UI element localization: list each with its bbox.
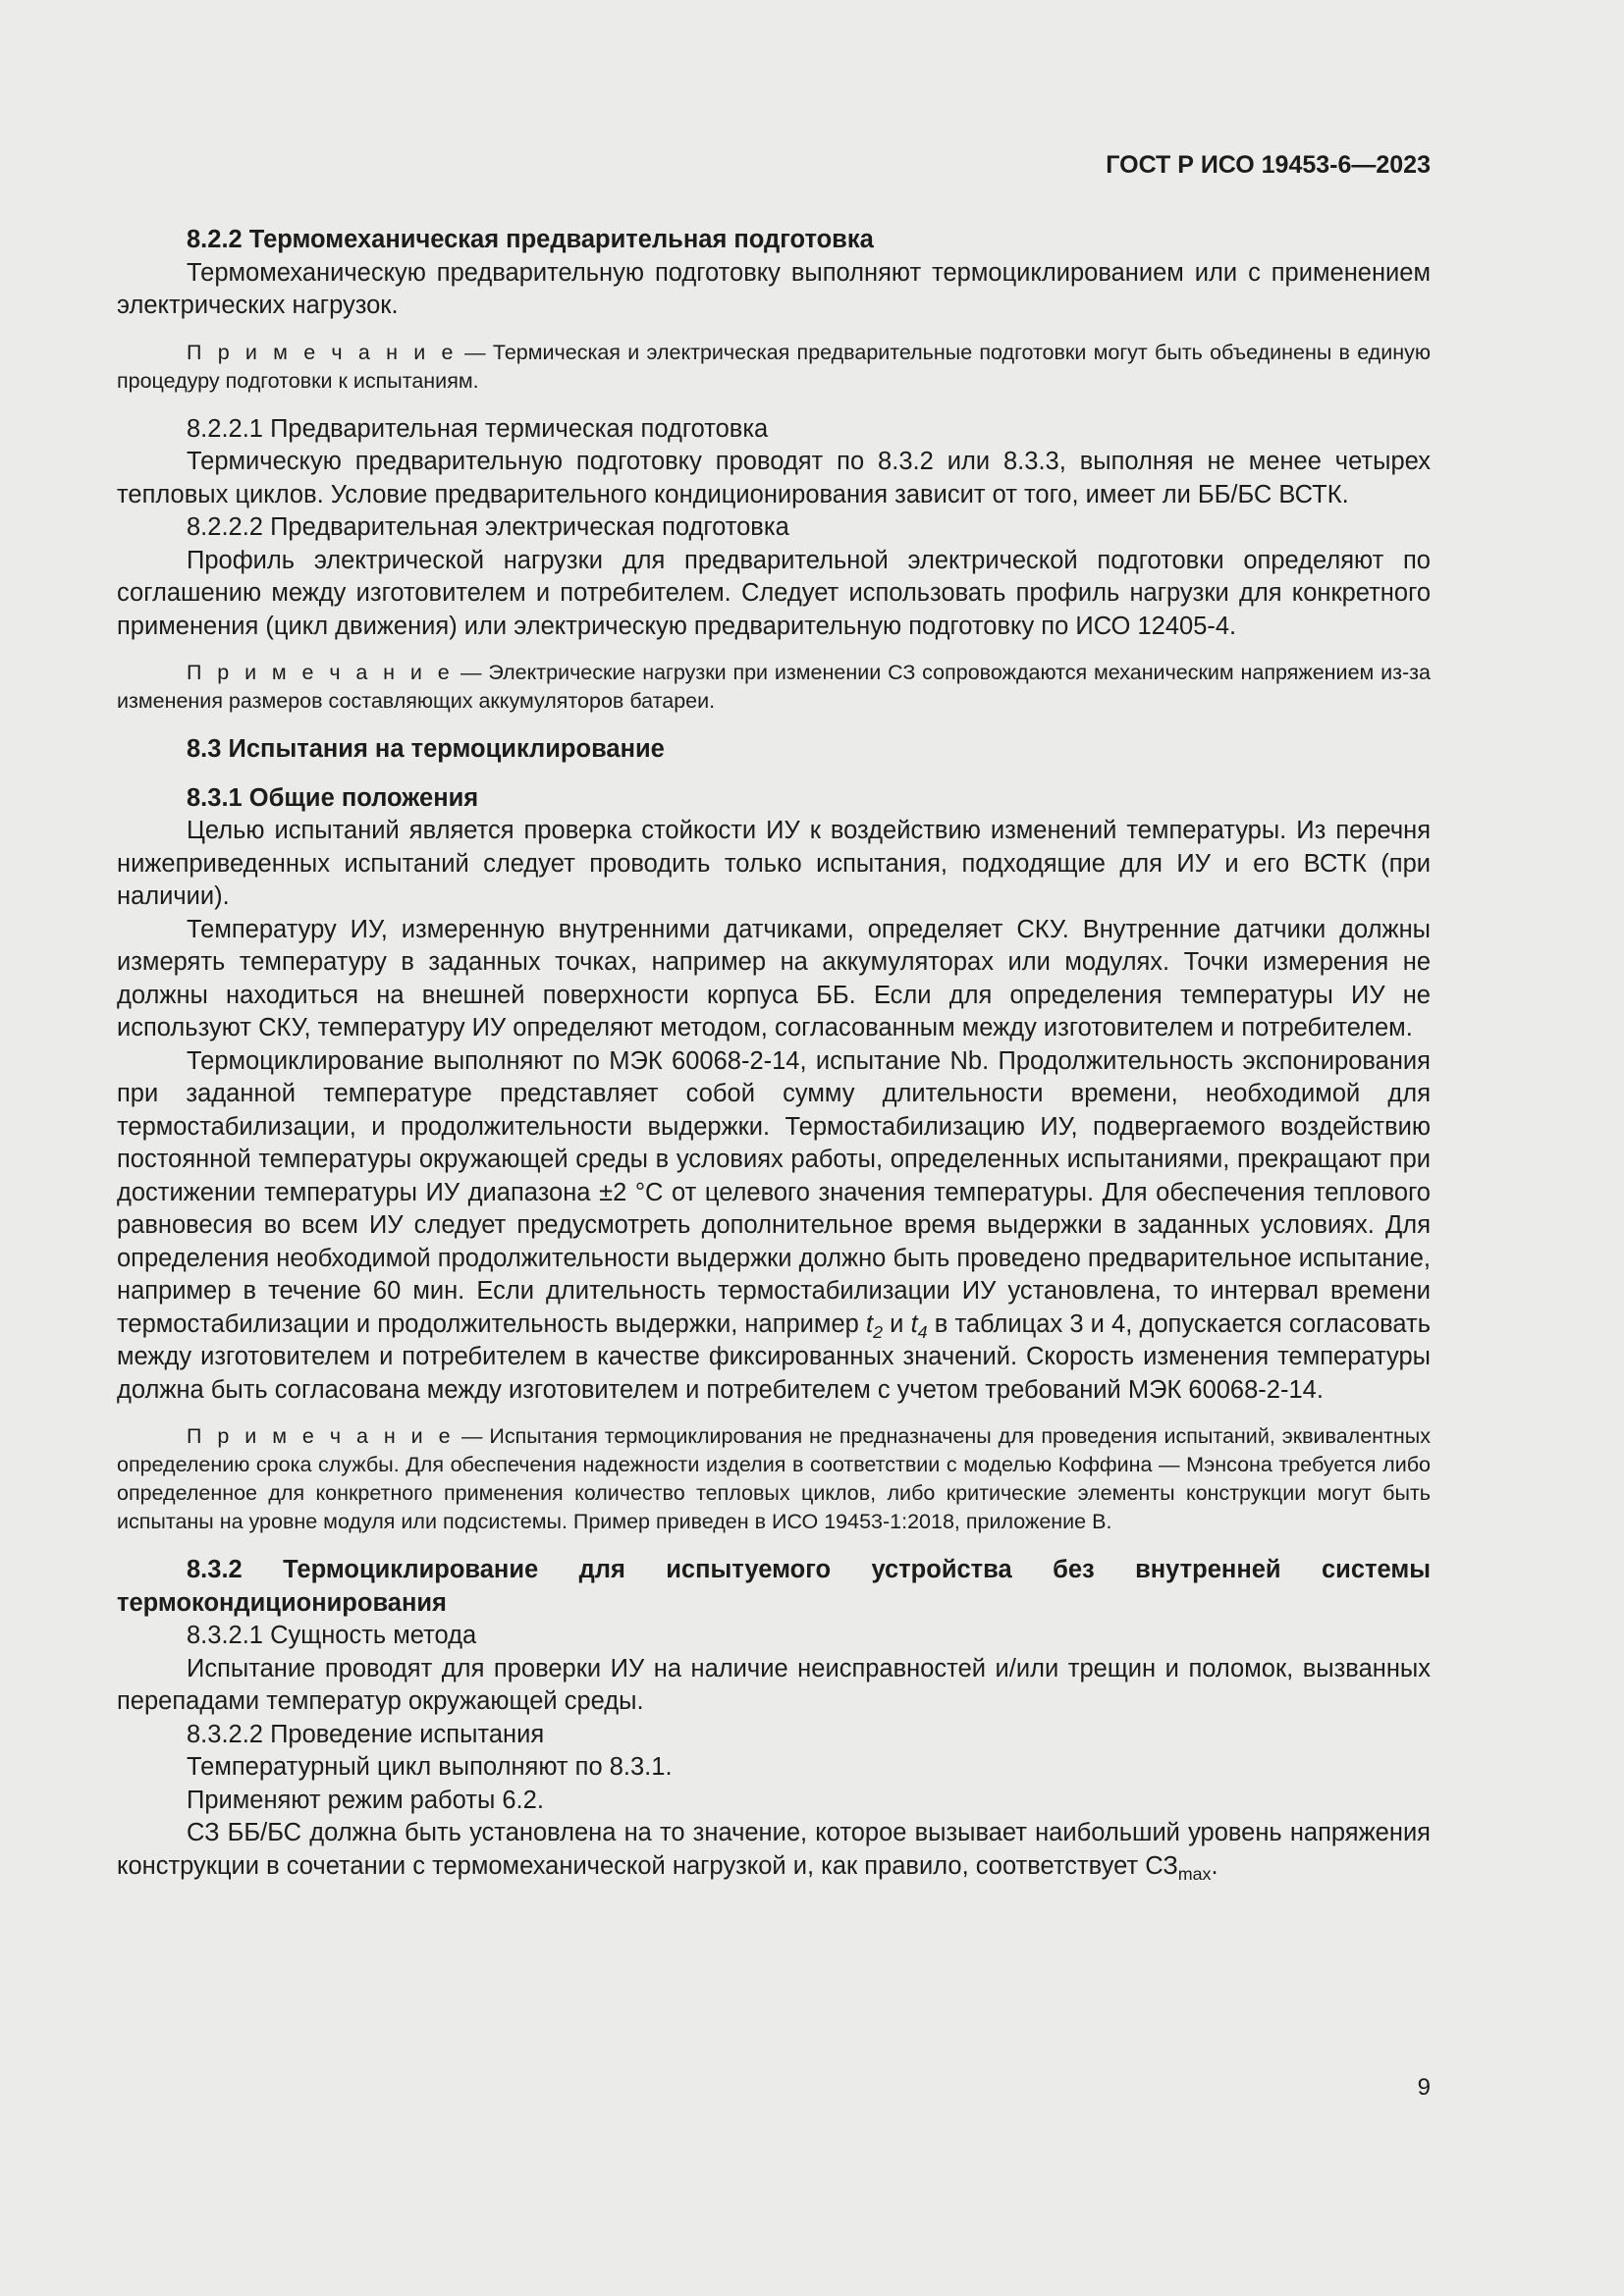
- section-8-3-2-1-heading: 8.3.2.1 Сущность метода: [187, 1622, 477, 1649]
- section-8-3-2-1-paragraph: Испытание проводят для проверки ИУ на наличие неисправностей и/или трещин и поломок, вызванных перепадами температур окружающей среды.: [117, 1654, 1431, 1715]
- section-8-2-2-1-paragraph: Термическую предварительную подготовку проводят по 8.3.2 или 8.3.3, выполняя не менее четырех тепловых циклов. Условие предварительного кондиционирования зависит от того, имеет ли ББ/БС ВСТК.: [117, 448, 1431, 508]
- note-label: П р и м е ч а н и е: [187, 1424, 456, 1448]
- paragraph-text: Термоциклирование выполняют по МЭК 60068-2-14, испытание Nb. Продолжительность экспонирования при заданной температуре представляет собой сумму длительности времени, необходимой для термостабилизации, и продолжительности выдержки. Термостабилизацию ИУ, подвергаемого воздействию постоянной температуры окружающей среды в условиях работы, определенных испытаниями, прекращают при достижении температуры ИУ диапазона ±2 °С от целевого значения температуры. Для обеспечения теплового равновесия во всем ИУ следует предусмотреть дополнительное время выдержки в заданных условиях. Для определения необходимой продолжительности выдержки должно быть проведено предварительное испытание, например в течение 60 мин. Если длительность термостабилизации ИУ установлена, то интервал времени термостабилизации и продолжительность выдержки, например: [117, 1046, 1431, 1338]
- variable-t4: $t_4$: [910, 1309, 928, 1342]
- variable-t2: $t_2$: [865, 1309, 884, 1342]
- section-8-2-2-heading: 8.2.2 Термомеханическая предварительная подготовка: [187, 226, 874, 253]
- note-8-2-2: [117, 339, 1431, 396]
- section-8-2-2-2-paragraph: Профиль электрической нагрузки для предварительной электрической подготовки определяют по соглашению между изготовителем и потребителем. Следует использовать профиль нагрузки для конкретного применения (цикл движения) или электрическую предварительную подготовку по ИСО 12405-4.: [117, 546, 1431, 640]
- note-8-3-1: [117, 1422, 1431, 1536]
- note-label: П р и м е ч а н и е: [187, 661, 455, 684]
- section-8-3-1-heading: 8.3.1 Общие положения: [187, 783, 479, 812]
- page-number: 9: [1417, 2074, 1431, 2101]
- note-label: П р и м е ч а н и е: [187, 340, 458, 364]
- section-8-3-heading: 8.3 Испытания на термоциклирование: [187, 735, 665, 763]
- section-8-3-2-2-paragraph-2: Применяют режим работы 6.2.: [187, 1786, 544, 1814]
- section-8-2-2-2-heading: 8.2.2.2 Предварительная электрическая подготовка: [187, 513, 789, 541]
- section-8-3-2-2-paragraph-1: Температурный цикл выполняют по 8.3.1.: [187, 1753, 673, 1781]
- subscript-max: max: [1177, 1863, 1212, 1884]
- section-8-3-2-2-heading: 8.3.2.2 Проведение испытания: [187, 1720, 545, 1748]
- paragraph-text: и: [883, 1309, 911, 1338]
- section-8-2-2-1-heading: 8.2.2.1 Предварительная термическая подготовка: [187, 414, 769, 443]
- document-code-header: ГОСТ Р ИСО 19453-6—2023: [1106, 151, 1431, 179]
- note-text: — Термическая и электрическая предварительные подготовки могут быть объединены в единую процедуру подготовки к испытаниям.: [117, 340, 1431, 393]
- section-8-3-2-2-paragraph-3: СЗ ББ/БС должна быть установлена на то значение, которое вызывает наибольший уровень напряжения конструкции в сочетании с термомеханической нагрузкой и, как правило, соответствует $СЗ_{max}$.: [117, 1819, 1431, 1884]
- note-text: — Испытания термоциклирования не предназначены для проведения испытаний, эквивалентных определению срока службы. Для обеспечения надежности изделия в соответствии с моделью Коффина — Мэнсона требуется либо определенное для конкретного применения количество тепловых циклов, либо критические элементы конструкции могут быть испытаны на уровне модуля или подсистемы. Пример приведен в ИСО 19453-1:2018, приложение В.: [117, 1424, 1431, 1533]
- note-8-2-2-2: [117, 659, 1431, 716]
- paragraph-text: СЗ ББ/БС должна быть установлена на то значение, которое вызывает наибольший уровень напряжения конструкции в сочетании с термомеханической нагрузкой и, как правило, соответствует СЗ: [117, 1819, 1431, 1880]
- section-8-3-2-heading: 8.3.2 Термоциклирование для испытуемого устройства без внутренней системы термокондиционирования: [117, 1556, 1431, 1617]
- paragraph-text: в таблицах 3 и 4, допускается согласовать между изготовителем и потребителем в качестве фиксированных значений. Скорость изменения температуры должна быть согласована между изготовителем и потребителем с учетом требований МЭК 60068-2-14.: [117, 1309, 1431, 1404]
- section-8-3-1-paragraph-1: Целью испытаний является проверка стойкости ИУ к воздействию изменений температуры. Из перечня нижеприведенных испытаний следует проводить только испытания, подходящие для ИУ и его ВСТК (при наличии).: [117, 817, 1431, 910]
- note-text: — Электрические нагрузки при изменении СЗ сопровождаются механическим напряжением из-за изменения размеров составляющих аккумуляторов батареи.: [117, 661, 1431, 713]
- section-8-3-1-paragraph-3: [117, 1045, 1431, 1408]
- section-8-3-1-paragraph-2: Температуру ИУ, измеренную внутренними датчиками, определяет СКУ. Внутренние датчики должны измерять температуру в заданных точках, например на аккумуляторах или модулях. Точки измерения не должны находиться на внешней поверхности корпуса ББ. Если для определения температуры ИУ не используют СКУ, температуру ИУ определяют методом, согласованным между изготовителем и потребителем.: [117, 915, 1431, 1041]
- section-8-2-2-paragraph: Термомеханическую предварительную подготовку выполняют термоциклированием или с применением электрических нагрузок.: [117, 258, 1431, 319]
